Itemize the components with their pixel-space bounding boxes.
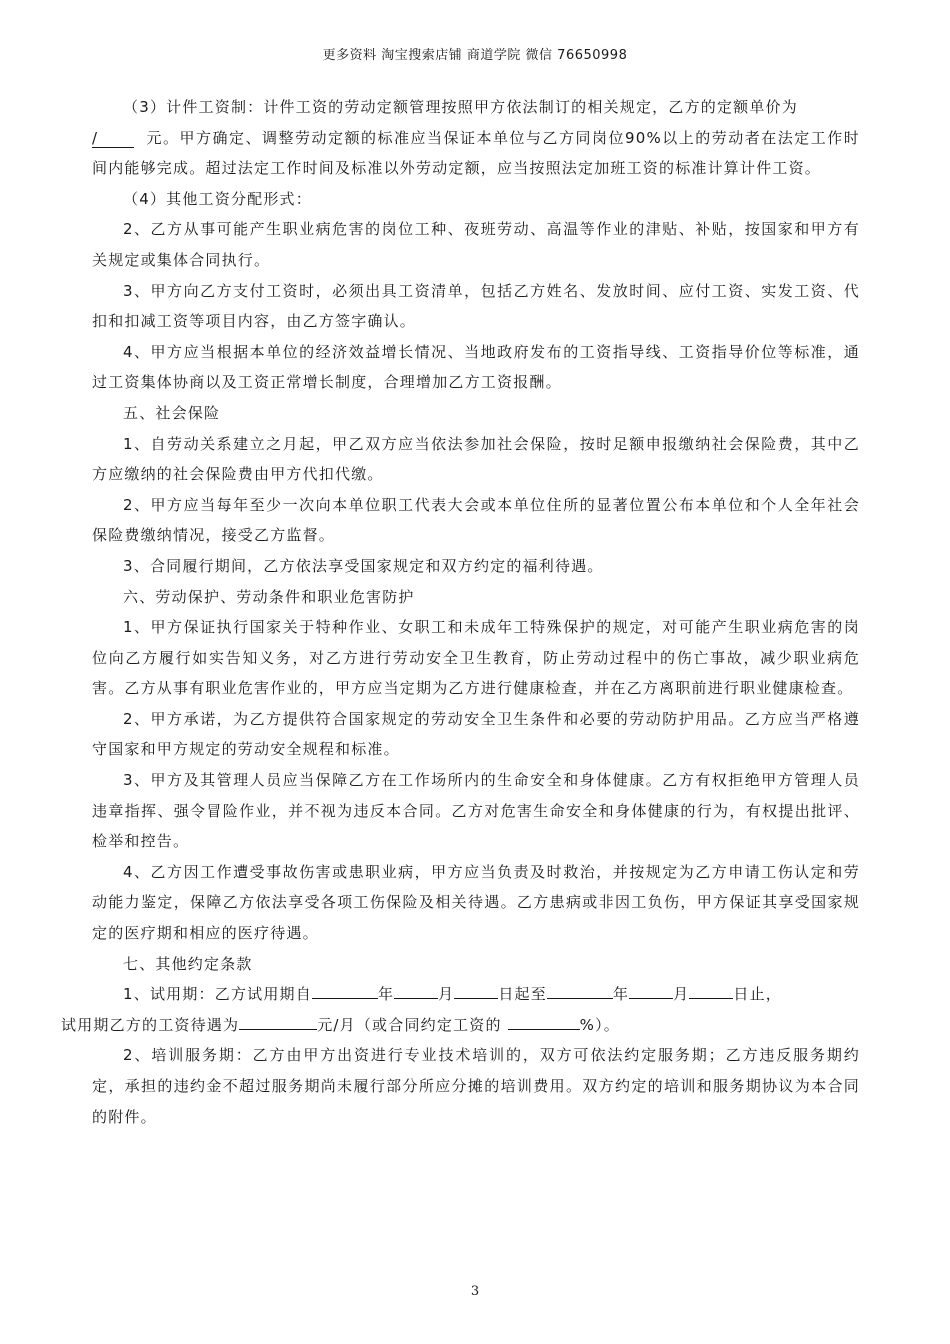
- end-day-blank: [689, 998, 733, 999]
- clause-safety-conditions: 2、甲方承诺，为乙方提供符合国家规定的劳动安全卫生条件和必要的劳动防护用品。乙方应当严格遵守国家和甲方规定的劳动安全规程和标准。: [92, 709, 860, 759]
- probation-percent-blank: [508, 1029, 580, 1030]
- section-heading-labor-protection: 六、劳动保护、劳动条件和职业危害防护: [123, 587, 415, 606]
- clause-workplace-safety: 3、甲方及其管理人员应当保障乙方在工作场所内的生命安全和身体健康。乙方有权拒绝甲方管理人员违章指挥、强令冒险作业，并不视为违反本合同。乙方对危害生命安全和身体健康的行为，有权提出批评、检举和控告。: [92, 771, 860, 851]
- unit-price-blank: /: [92, 129, 134, 148]
- clause-insurance-disclosure: 2、甲方应当每年至少一次向本单位职工代表大会或本单位住所的显著位置公布本单位和个人全年社会保险费缴纳情况，接受乙方监督。: [92, 495, 860, 545]
- clause-training-service: 2、培训服务期：乙方由甲方出资进行专业技术培训的，双方可依法约定服务期；乙方违反服务期约定，承担的违约金不超过服务期尚未履行部分所应分摊的培训费用。双方约定的培训和服务期协议为本合同的附件。: [92, 1046, 860, 1126]
- year-label: 年: [612, 985, 630, 1004]
- day-label: 日起至: [498, 985, 547, 1004]
- clause-text: 元。甲方确定、调整劳动定额的标准应当保证本单位与乙方同岗位90%以上的劳动者在法定工作时间内能够完成。超过法定工作时间及标准以外劳动定额，应当按照法定加班工资的标准计算计件工资。: [92, 128, 860, 178]
- page-number: 3: [470, 1284, 480, 1299]
- document-body: [61, 92, 860, 1132]
- start-year-blank: [312, 998, 378, 999]
- clause-piece-rate: [92, 92, 860, 184]
- page-header: 更多资料 淘宝搜索店铺 商道学院 微信 76650998: [322, 48, 628, 63]
- clause-injury: 4、乙方因工作遭受事故伤害或患职业病，甲方应当负责及时救治，并按规定为乙方申请工伤认定和劳动能力鉴定，保障乙方依法享受各项工伤保险及相关待遇。乙方患病或非因工负伤，甲方保证其享受国家规定的医疗期和相应的医疗待遇。: [92, 862, 860, 943]
- start-day-blank: [454, 998, 498, 999]
- clause-allowance: 2、乙方从事可能产生职业病危害的岗位工种、夜班劳动、高温等作业的津贴、补贴，按国家和甲方有关规定或集体合同执行。: [92, 220, 860, 269]
- probation-wage-blank: [239, 1029, 317, 1030]
- section-heading-social-insurance: 五、社会保险: [123, 403, 221, 422]
- clause-pay-slip: 3、甲方向乙方支付工资时，必须出具工资清单，包括乙方姓名、发放时间、应付工资、实发工资、代扣和扣减工资等项目内容，由乙方签字确认。: [92, 281, 860, 331]
- clause-insurance-enroll: 1、自劳动关系建立之月起，甲乙双方应当依法参加社会保险，按时足额申报缴纳社会保险费，其中乙方应缴纳的社会保险费由甲方代扣代缴。: [92, 434, 860, 484]
- section-heading-other-terms: 七、其他约定条款: [123, 954, 253, 973]
- clause-special-protection: 1、甲方保证执行国家关于特种作业、女职工和未成年工特殊保护的规定，对可能产生职业病危害的岗位向乙方履行如实告知义务，对乙方进行劳动安全卫生教育，防止劳动过程中的伤亡事故，减少职业病危害。乙方从事有职业危害作业的，甲方应当定期为乙方进行健康检查，并在乙方离职前进行职业健康检查。: [92, 618, 860, 698]
- clause-wage-growth: 4、甲方应当根据本单位的经济效益增长情况、当地政府发布的工资指导线、工资指导价位等标准，通过工资集体协商以及工资正常增长制度，合理增加乙方工资报酬。: [92, 342, 860, 392]
- month-label: 月: [673, 985, 690, 1004]
- clause-text: （3）计件工资制：计件工资的劳动定额管理按照甲方依法制订的相关规定，乙方的定额单价为: [123, 98, 798, 116]
- year-label: 年: [377, 985, 395, 1004]
- clause-other-wage: （4）其他工资分配形式：: [123, 189, 312, 208]
- clause-text: 元/月（或合同约定工资的: [317, 1015, 502, 1034]
- day-label: 日止，: [733, 985, 782, 1004]
- start-month-blank: [394, 998, 438, 999]
- month-label: 月: [438, 985, 455, 1004]
- end-month-blank: [629, 998, 673, 999]
- clause-text: 试用期乙方的工资待遇为: [61, 1015, 240, 1034]
- clause-text: 1、试用期：乙方试用期自: [123, 985, 312, 1004]
- clause-text: %）。: [579, 1015, 620, 1034]
- clause-welfare: 3、合同履行期间，乙方依法享受国家规定和双方约定的福利待遇。: [123, 556, 604, 575]
- end-year-blank: [547, 998, 613, 999]
- clause-probation: [61, 979, 860, 1040]
